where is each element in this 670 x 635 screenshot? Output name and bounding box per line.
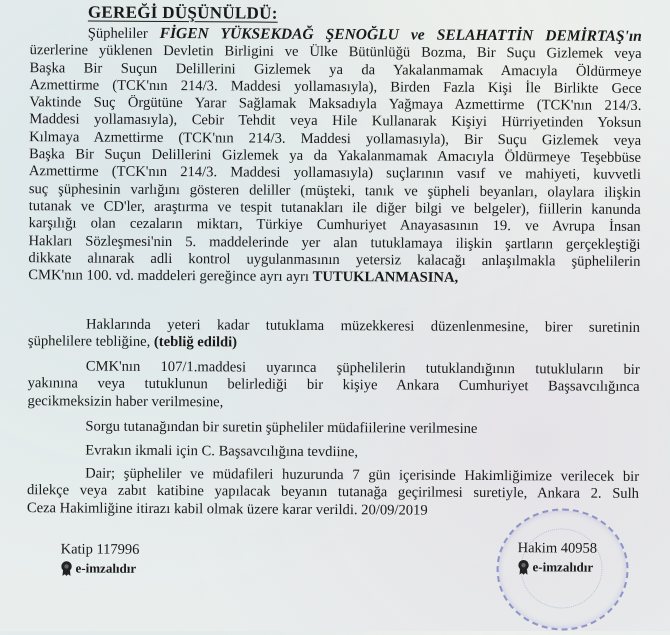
clerk-signature	[60, 541, 139, 576]
paragraph-main	[28, 24, 642, 288]
e-signature-seal-icon	[517, 559, 529, 575]
text-line: Dair; şüpheliler ve müdafileri huzurunda 7 gün içerisinde Hakimliğimize verilecek bir	[85, 465, 640, 485]
paragraph-transfer	[27, 442, 639, 463]
text-line: Vaktinde Suç Örgütüne Yarar Sağlamak Maksadıyla Yağmaya Azmettirme (TCK'nın 214/3.	[29, 94, 642, 115]
paragraph-copy	[27, 418, 639, 439]
text-line: tutanak ve CD'ler, araştırma ve tespit tutanakları ile diğer bilgi ve belgeler), fiillerin kanunda	[28, 198, 641, 218]
text-line: Kılmaya Azmettirme (TCK'nın 214/3. Maddesi yollamasıyla), Bir Suçu Gizlemek veya	[29, 128, 642, 149]
decision-heading: GEREĞİ DÜŞÜNÜLDÜ:	[87, 2, 278, 23]
e-signature-seal-icon	[60, 560, 72, 576]
text-line: Sorgu tutanağından bir suretin şüpheliler müdafiilerine verilmesine	[85, 418, 478, 437]
intro-prefix: Şüpheliler	[87, 25, 148, 42]
clerk-esign-label: e-imzalıdır	[75, 560, 137, 576]
text-line: Maddesi yollamasıyla), Cebir Tehdit veya Hile Kullanarak Kişiyi Hürriyetinden Yoksun	[29, 111, 642, 132]
text-line: Haklarında yeteri kadar tutuklama müzekkeresi düzenlenmesine, birer suretinin	[85, 316, 641, 336]
text-line	[28, 333, 640, 354]
text-line: Başka Bir Suçun Delillerini Gizlemek ya da Yakalanmamak Amacıyla Öldürmeye	[29, 59, 642, 80]
text-line: CMK'nın 107/1.maddesi uyarınca şüphelilerin tutuklandığının tutukluların bir	[85, 358, 640, 378]
suspect-names: FİGEN YÜKSEKDAĞ ŞENOĞLU ve SELAHATTİN DEMİRTAŞ'ın	[159, 24, 642, 45]
text-line: Hakları Sözleşmesi'nin 5. maddelerinde yer alan tutuklamaya ilişkin şartların gerçekleştiği	[28, 232, 641, 253]
notified-note: (tebliğ edildi)	[153, 334, 238, 351]
arrest-ruling: TUTUKLANMASINA,	[312, 269, 459, 286]
text-line: Azmettirme (TCK'nın 214/3. Maddesi yollamasıyla), Birden Fazla Kişi İle Birlikte Gece	[29, 77, 642, 97]
paragraph-warrant	[28, 316, 640, 354]
judge-esign-label: e-imzalıdır	[532, 559, 594, 575]
notification-text: şüphelilere tebliğine,	[27, 333, 151, 351]
final-clause: CMK'nın 100. vd. maddeleri gereğince ayrı ayrı	[28, 267, 310, 286]
text-line: Evrakın ikmali için C. Başsavcılığına tevdiine,	[85, 442, 359, 461]
text-line: gecikmeksizin haber verilmesine,	[27, 392, 224, 410]
text-line: üzerlerine yüklenen Devletin Birligini ve Ülke Bütünlüğü Bozma, Bir Suçu Gizlemek veya	[29, 42, 642, 63]
judge-signature	[517, 540, 597, 575]
text-line: karşılığı olan cezaların miktarı, Türkiye Cumhuriyet Anayasasının 19. ve Avrupa İnsan	[28, 215, 641, 236]
text-line: yakınına veya tutuklunun belirlediği bir kişiye Ankara Cumhuriyet Başsavcılığınca	[27, 375, 640, 396]
clerk-esign	[60, 560, 139, 576]
text-line: Başka Bir Suçun Delillerini Gizlemek ya da Yakalanmamak Amacıyla Öldürmeye Teşebbüse	[29, 146, 642, 166]
text-line: Azmettirme (TCK'nın 214/3. Maddesi yollamasıyla) suçlarının vasıf ve mahiyeti, kuvvetli	[28, 163, 641, 184]
text-line: suç şüphesinin varlığını gösteren deliller (müşteki, tanık ve şüpheli beyanları, olaylara ilişkin	[28, 180, 641, 201]
paragraph-notify	[27, 358, 639, 414]
judge-esign	[517, 559, 596, 575]
text-line: dikkate alınarak adli kontrol uygulanmasının yetersiz kalacağı anlaşılmakla şüphelilerin	[28, 250, 641, 270]
decision-date-line: Ceza Hakimliğine itirazı kabil olmak üzere karar verildi. 20/09/2019	[26, 499, 428, 519]
judge-title: Hakim 40958	[517, 540, 598, 557]
text-line: dilekçe veya zabıt katibine yapılacak beyanın tutanağa geçirilmesi suretiyle, Ankara 2. Sulh	[26, 482, 640, 503]
text-line-final	[28, 267, 640, 288]
clerk-title: Katip 117996	[60, 541, 140, 558]
